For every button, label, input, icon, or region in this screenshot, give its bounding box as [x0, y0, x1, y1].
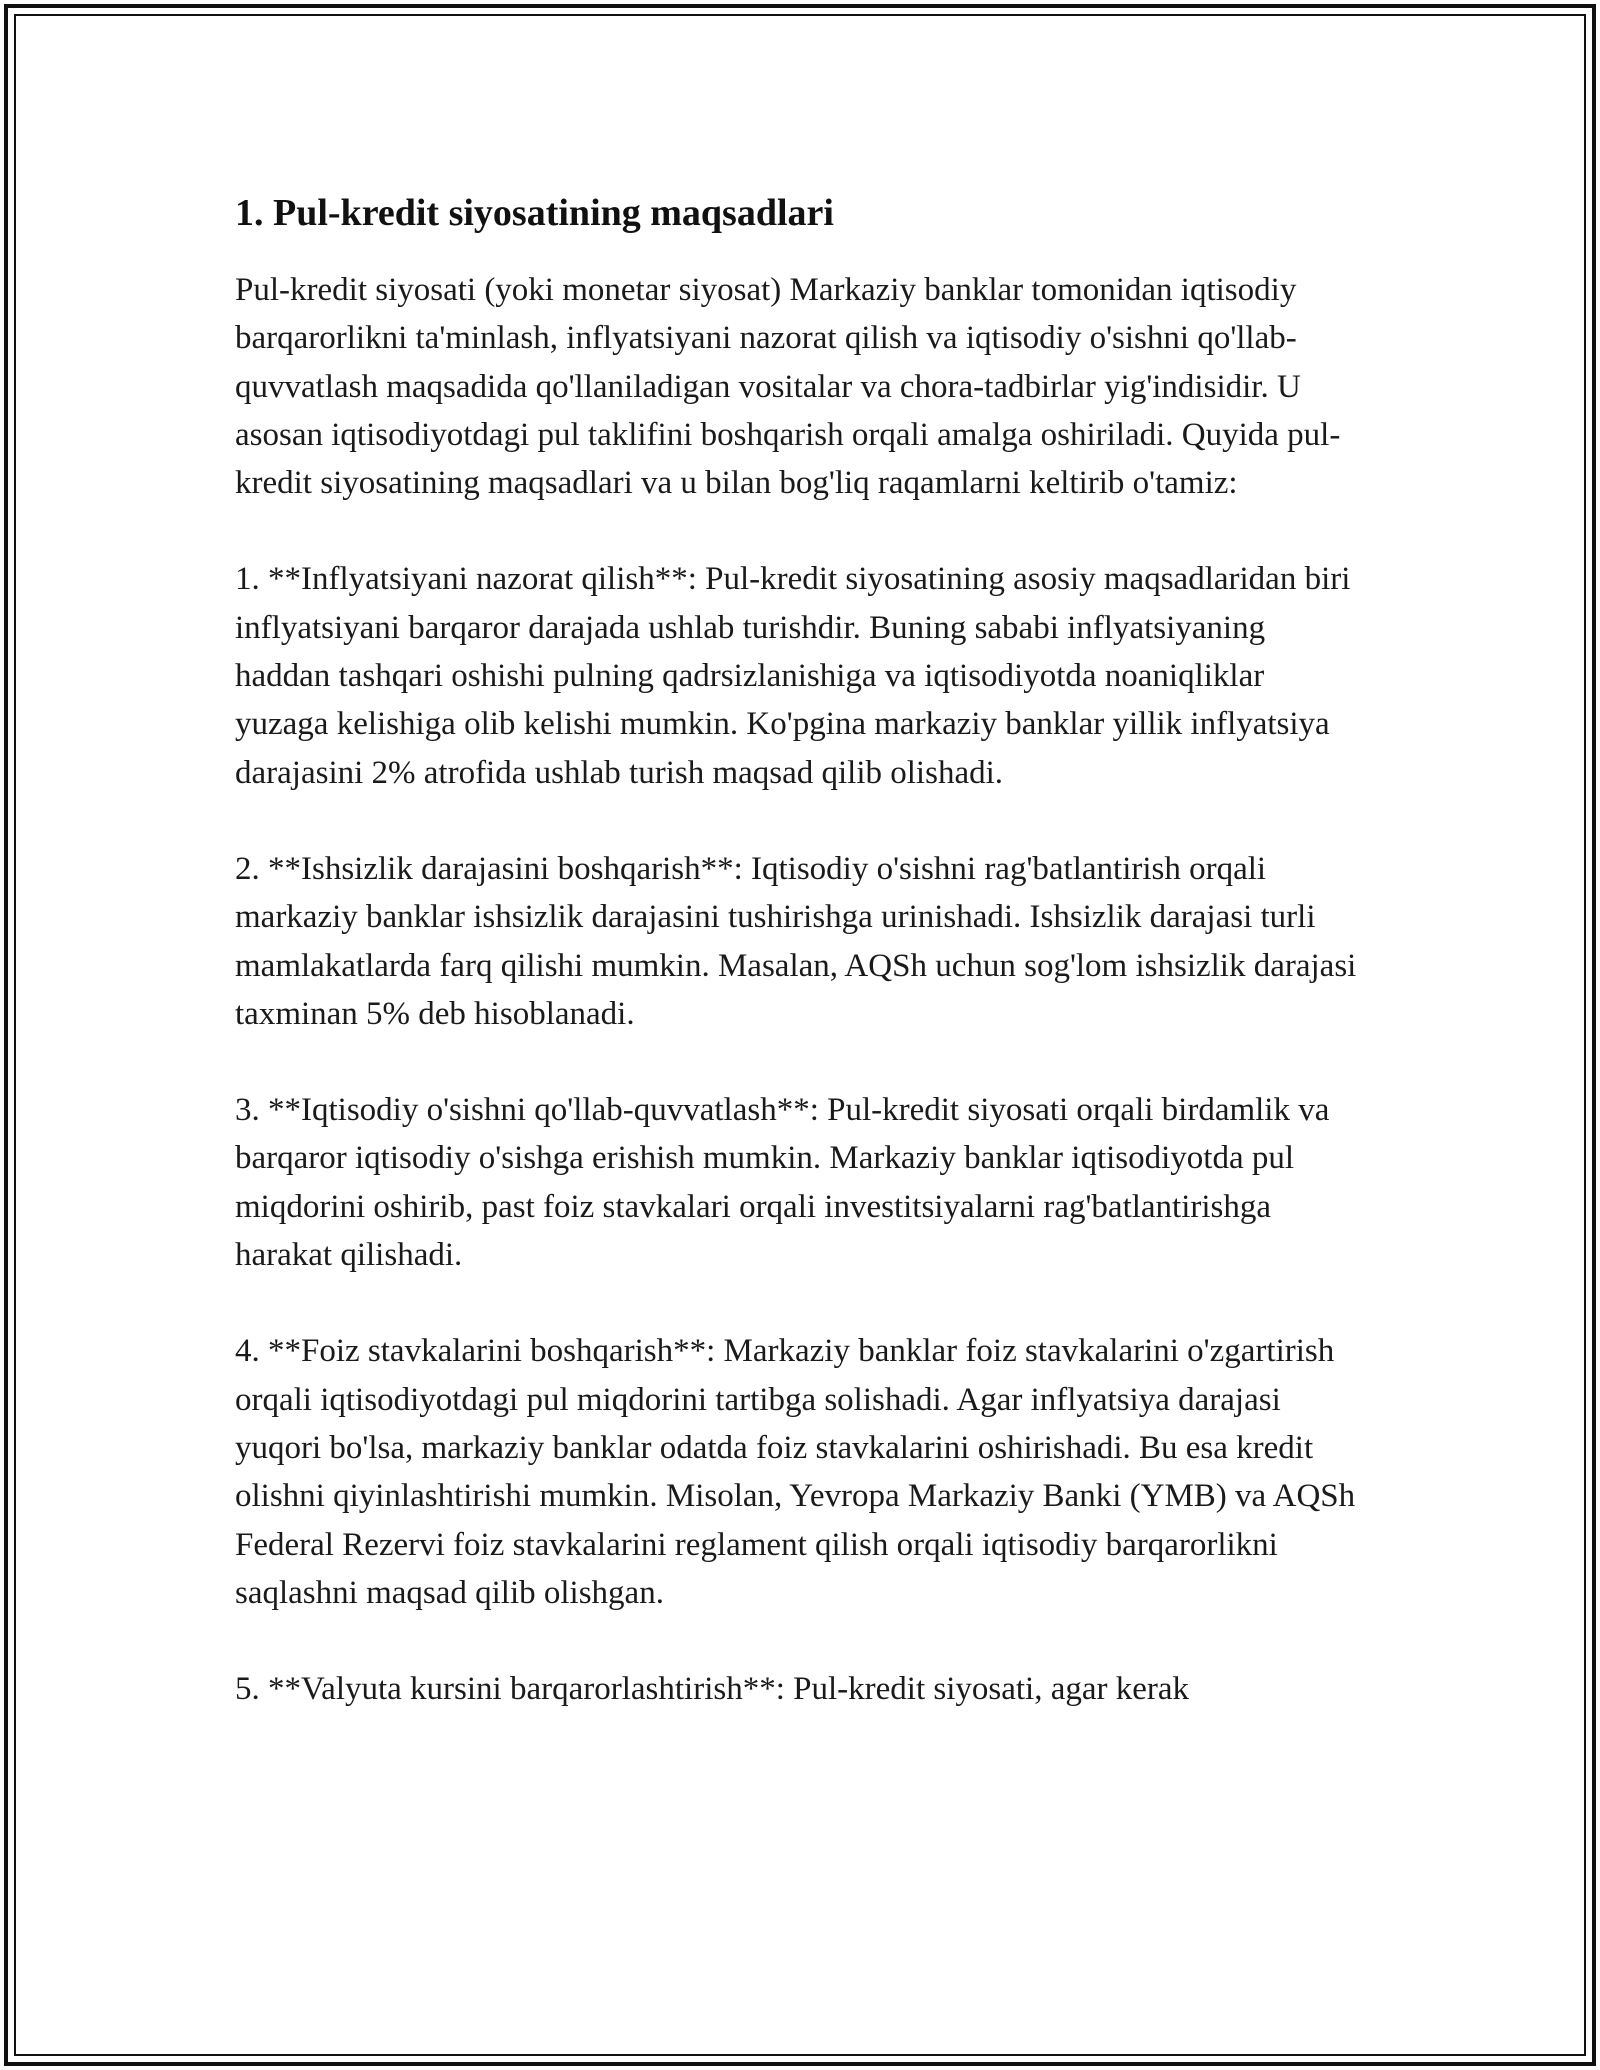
goal-growth-paragraph: 3. **Iqtisodiy o'sishni qo'llab-quvvatlash**: Pul-kredit siyosati orqali birdamlik va barqaror iqtisodiy o'sishga erishish mumkin. Markaziy banklar iqtisodiyotda pul miqdorini oshirib, past foiz stavkalari orqali investitsiyalarni rag'batlantirishga harakat qilishadi.: [235, 1092, 1330, 1274]
goal-inflation-paragraph: 1. **Inflyatsiyani nazorat qilish**: Pul-kredit siyosatining asosiy maqsadlaridan biri inflyatsiyani barqaror darajada ushlab turishdir. Buning sababi inflyatsiyaning haddan tashqari oshishi pulning qadrsizlanishiga va iqtisodiyotda noaniqliklar yuzaga kelishiga olib kelishi mumkin. Ko'pgina markaziy banklar yillik inflyatsiya darajasini 2% atrofida ushlab turish maqsad qilib olishadi.: [235, 561, 1351, 791]
goal-unemployment-paragraph: 2. **Ishsizlik darajasini boshqarish**: Iqtisodiy o'sishni rag'batlantirish orqali markaziy banklar ishsizlik darajasini tushirishga urinishadi. Ishsizlik darajasi turli mamlakatlarda farq qilishi mumkin. Masalan, AQSh uchun sog'lom ishsizlik darajasi taxminan 5% deb hisoblanadi.: [235, 850, 1357, 1032]
section-title: 1. Pul-kredit siyosatining maqsadlari: [235, 192, 834, 234]
goal-exchange-rate-paragraph: 5. **Valyuta kursini barqarorlashtirish**: Pul-kredit siyosati, agar kerak: [235, 1671, 1190, 1708]
intro-paragraph: Pul-kredit siyosati (yoki monetar siyosat) Markaziy banklar tomonidan iqtisodiy barqarorlikni ta'minlash, inflyatsiyani nazorat qilish va iqtisodiy o'sishni qo'llab-quvvatlash maqsadida qo'llaniladigan vositalar va chora-tadbirlar yig'indisidir. U asosan iqtisodiyotdagi pul taklifini boshqarish orqali amalga oshiriladi. Quyida pul-kredit siyosatining maqsadlari va u bilan bog'liq raqamlarni keltirib o'tamiz:: [235, 272, 1341, 502]
goal-interest-rates-paragraph: 4. **Foiz stavkalarini boshqarish**: Markaziy banklar foiz stavkalarini o'zgartirish orqali iqtisodiyotdagi pul miqdorini tartibga solishadi. Agar inflyatsiya darajasi yuqori bo'lsa, markaziy banklar odatda foiz stavkalarini oshirishadi. Bu esa kredit olishni qiyinlashtirishi mumkin. Misolan, Yevropa Markaziy Banki (YMB) va AQSh Federal Rezervi foiz stavkalarini reglament qilish orqali iqtisodiy barqarorlikni saqlashni maqsad qilib olishgan.: [235, 1333, 1356, 1611]
document-body: [235, 188, 1365, 1761]
